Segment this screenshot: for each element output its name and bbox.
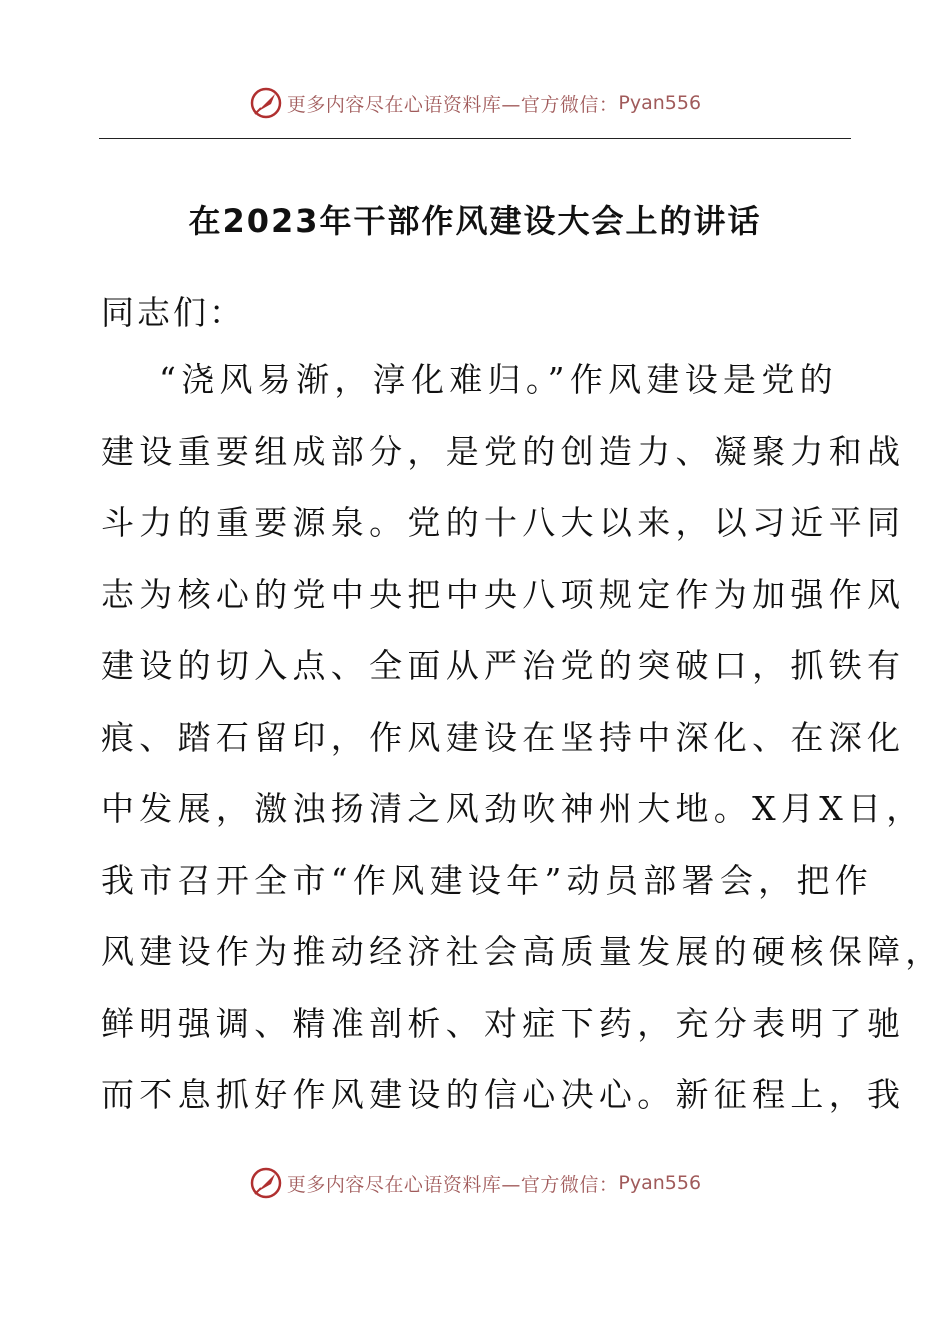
body-line: 建设的切入点、全面从严治党的突破口，抓铁有 <box>101 646 906 685</box>
body-paragraph <box>101 358 944 1145</box>
footer-banner <box>0 1163 950 1203</box>
header-banner <box>0 83 950 123</box>
quill-logo-icon <box>249 1166 283 1200</box>
body-line: “浇风易渐，淳化难归。”作风建设是党的 <box>159 360 838 399</box>
body-line: 而不息抓好作风建设的信心决心。新征程上，我 <box>101 1075 906 1114</box>
body-line: 我市召开全市“作风建设年”动员部署会，把作 <box>101 860 874 900</box>
body-line: 斗力的重要源泉。党的十八大以来，以习近平同 <box>101 503 906 542</box>
document-title: 在2023年干部作风建设大会上的讲话 <box>188 202 762 240</box>
footer-wechat-id: Pyan556 <box>618 1172 702 1194</box>
body-line: 中发展，激浊扬清之风劲吹神州大地。X月X日， <box>101 789 925 828</box>
body-line: 痕、踏石留印，作风建设在坚持中深化、在深化 <box>101 717 906 757</box>
body-line: 建设重要组成部分，是党的创造力、凝聚力和战 <box>101 431 906 471</box>
body-line: 风建设作为推动经济社会高质量发展的硬核保障， <box>101 932 944 971</box>
footer-banner-text: 更多内容尽在心语资料库—官方微信： <box>286 1173 619 1196</box>
body-line: 志为核心的党中央把中央八项规定作为加强作风 <box>101 574 906 614</box>
greeting: 同志们： <box>101 293 245 332</box>
quill-logo-icon <box>249 86 283 120</box>
header-wechat-id: Pyan556 <box>618 92 702 114</box>
body-line: 鲜明强调、精准剖析、对症下药，充分表明了驰 <box>101 1003 906 1043</box>
header-divider <box>99 138 851 139</box>
header-banner-text: 更多内容尽在心语资料库—官方微信： <box>286 93 619 116</box>
